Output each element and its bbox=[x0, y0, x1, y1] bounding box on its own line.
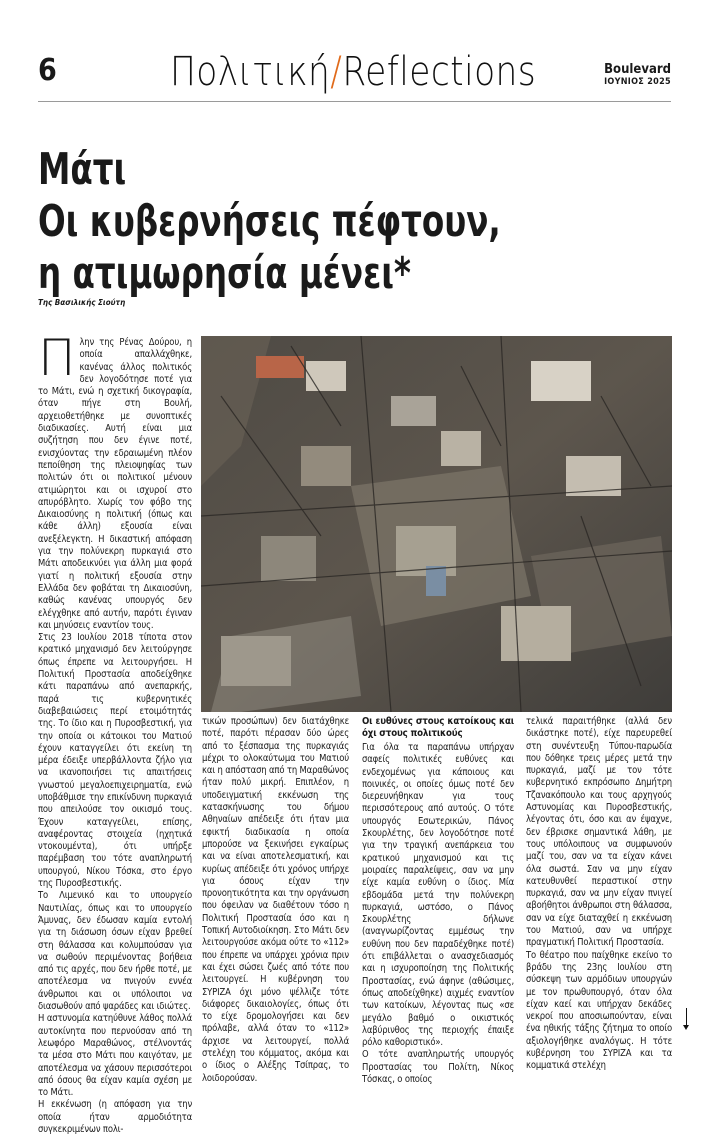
title-line-1: Μάτι bbox=[38, 144, 127, 195]
section-title bbox=[170, 50, 536, 94]
subheading: Οι ευθύνες στους κατοίκους και όχι στους πολιτικούς bbox=[362, 716, 514, 739]
byline: Της Βασιλικής Σιούτη bbox=[38, 298, 126, 307]
article-column-4 bbox=[526, 716, 672, 1073]
paragraph: Ο τότε αναπληρωτής υπουργός Προστασίας του Πολίτη, Νίκος Τόσκας, ο οποίος bbox=[362, 1049, 514, 1086]
article-column-2 bbox=[202, 716, 349, 1085]
continue-arrow-icon bbox=[686, 1008, 687, 1026]
brand-block bbox=[604, 63, 671, 88]
section-slash: / bbox=[330, 49, 343, 95]
paragraph: τελικά παραιτήθηκε (αλλά δεν δικάστηκε ποτέ), είχε παρευρεθεί στη συνέντευξη Τύπου-παρωδία που δόθηκε τρεις μέρες μετά την πυρκαγιά, μαζί με τον τότε κυβερνητικό εκπρόσωπο Δημήτρη Τζανακόπουλο και τους αρχηγούς Αστυνομίας και Πυροσβεστικής, λέγοντας ότι, όσο και αν έψαχνε, δεν έβρισκε σημαντικά λάθη, με τους υπόλοιπους να συμφωνούν μαζί του, σαν να τα είχαν κάνει όλα σωστά. Σαν να μην είχαν κατευθυνθεί περαστικοί στην πυρκαγιά, σαν να μην είχαν πνιγεί αβοήθητοι άνθρωποι στη θάλασσα, σαν να είχε διαταχθεί η εκκένωση του Ματιού, σαν να υπήρχε πραγματική Πολιτική Προστασία. bbox=[526, 716, 672, 949]
article-column-1 bbox=[38, 329, 192, 1136]
section-main: Πολιτική bbox=[170, 49, 331, 95]
aerial-burned-houses-photo bbox=[201, 336, 672, 712]
aerial-photo bbox=[201, 336, 672, 712]
title-line-3: η ατιμωρησία μένει* bbox=[38, 248, 411, 299]
title-line-2: Οι κυβερνήσεις πέφτουν, bbox=[38, 196, 501, 247]
page-number: 6 bbox=[38, 53, 57, 88]
section-sub: Reflections bbox=[342, 49, 537, 95]
article-column-3 bbox=[362, 716, 514, 1086]
paragraph: Το θέατρο που παίχθηκε εκείνο το βράδυ της 23ης Ιουλίου στη σύσκεψη των αρμόδιων υπουργών με τον πρωθυπουργό, όταν όλα είχαν καεί και υπήρχαν δεκάδες νεκροί που αποσιωπούνταν, είναι ένα ηθικής τάξης ζήτημα το οποίο αξιολογήθηκε αναλόγως. Η τότε κυβέρνηση του ΣΥΡΙΖΑ και τα κομματικά στελέχη bbox=[526, 949, 672, 1072]
brand-name: Boulevard bbox=[604, 62, 671, 77]
paragraph: τικών προσώπων) δεν διατάχθηκε ποτέ, παρότι πέρασαν δύο ώρες από το ξέσπασμα της πυρκαγιάς μέχρι το ολοκαύτωμα του Ματιού και η απόσταση από τη Μαραθώνος ήταν πολύ μικρή. Επιπλέον, η υποδειγματική εκκένωση της κατασκήνωσης του δήμου Αθηναίων απέδειξε ότι ήταν μια εφικτή διαδικασία η οποία μπορούσε να ξεκινήσει εγκαίρως και να είναι αποτελεσματική, και κυρίως απέδειξε ότι χρόνος υπήρχε για όσους είχαν την προνοητικότητα και την οργάνωση που όφειλαν να διαθέτουν τόσο η Πολιτική Προστασία όσο και η Τοπική Αυτοδιοίκηση. Στο Μάτι δεν λειτουργούσε ακόμα ούτε το «112» που έπρεπε να υπάρχει χρόνια πριν και έχει σώσει ζωές από τότε που λειτουργεί. Η κυβέρνηση του ΣΥΡΙΖΑ όχι μόνο ψέλλιζε τότε διάφορες δικαιολογίες, όπως ότι το είχε δρομολογήσει και δεν πρόλαβε, αλλά όταν το «112» άρχισε να λειτουργεί, πολλά στελέχη του κόμματος, ακόμα και ο ίδιος ο Αλέξης Τσίπρας, το λοιδορούσαν. bbox=[202, 716, 349, 1084]
article-title bbox=[38, 144, 512, 300]
paragraph bbox=[38, 329, 192, 632]
paragraph: Για όλα τα παραπάνω υπήρχαν σαφείς πολιτικές ευθύνες και ενδεχομένως για κάποιους και ποινικές, οι οποίες όμως ποτέ δεν διερευνήθηκαν για τους περισσότερους από αυτούς. Ο τότε υπουργός Εσωτερικών, Πάνος Σκουρλέτης, δεν λογοδότησε ποτέ για την τραγική ανεπάρκεια του κρατικού μηχανισμού και τις μοιραίες παραλείψεις, σαν να μην είχε καμία ευθύνη ο ίδιος. Μία εβδομάδα μετά την πολύνεκρη πυρκαγιά, ωστόσο, ο Πάνος Σκουρλέτης δήλωνε (αναγνωρίζοντας εμμέσως την ευθύνη που δεν παραδέχθηκε ποτέ) ότι επιβάλλεται ο ανασχεδιασμός και η ισχυροποίηση της Πολιτικής Προστασίας, ενώ άφηνε (αθώσιμες, όπως αποδείχθηκε) αιχμές εναντίον των κατοίκων, λέγοντας πως «σε μεγάλο βαθμό ο οικιστικός λαβύρινθος της περιοχής έπαιξε ρόλο καθοριστικό». bbox=[362, 742, 514, 1049]
paragraph: Η αστυνομία κατηύθυνε λάθος πολλά αυτοκίνητα που περνούσαν από τη λεωφόρο Μαραθώνος, στέλνοντάς τα μέσα στο Μάτι που καιγόταν, με αποτέλεσμα να χάσουν περισσότεροι από όσους θα είχαν καμία σχέση με το Μάτι. bbox=[38, 1013, 192, 1099]
header-divider bbox=[38, 101, 671, 102]
paragraph: Στις 23 Ιουλίου 2018 τίποτα στον κρατικό μηχανισμό δεν λειτούργησε όπως έπρεπε να λειτουργήσει. Η Πολιτική Προστασία αποδείχθηκε κάτι παραπάνω από ανεπαρκής, παρά τις κυβερνητικές διαβεβαιώσεις περί ετοιμότητάς της. Το ίδιο και η Πυροσβεστική, για την οποία οι κάτοικοι του Ματιού έχουν καταγγείλει ότι εκείνη τη μέρα έδειξε υπερβάλλοντα ζήλο για να ικανοποιήσει τις απαιτήσεις γνωστού μεγαλοεπιχειρηματία, ενώ υποβάθμισε την επικίνδυνη πυρκαγιά που απειλούσε τον οικισμό τους. Έχουν καταγγείλει, επίσης, αναφέροντας στοιχεία (ηχητικά ντοκουμέντα), ότι υπήρξε παρέμβαση του τότε αναπληρωτή υπουργού, Νίκου Τόσκα, στο έργο της Πυροσβεστικής. bbox=[38, 632, 192, 890]
paragraph: Το Λιμενικό και το υπουργείο Ναυτιλίας, όπως και το υπουργείο Άμυνας, δεν έδωσαν καμία εντολή για τη διάσωση όσων είχαν βρεθεί στη θάλασσα και κολυμπούσαν για να σωθούν περιμένοντας βοήθεια από τις αρχές, που δεν ήρθε ποτέ, με αποτέλεσμα να πνιγούν εννέα άνθρωποι και οι υπόλοιποι να διασωθούν από ψαράδες και ιδιώτες. bbox=[38, 890, 192, 1013]
paragraph: Η εκκένωση (η απόφαση για την οποία ήταν αρμοδιότητα συγκεκριμένων πολι- bbox=[38, 1099, 192, 1135]
paragraph-text: λην της Ρένας Δούρου, η οποία απαλλάχθηκε, κανένας άλλος πολιτικός δεν λογοδότησε ποτέ για το Μάτι, ενώ η σχετική δικογραφία, όταν πήγε στη Βουλή, αρχειοθετήθηκε με συνοπτικές διαδικασίες. Αυτή είναι μια συζήτηση που δεν έγινε ποτέ, ενισχύοντας την εδραιωμένη πλέον πεποίθηση της πλειοψηφίας των πολιτών ότι οι πολιτικοί μένουν ατιμώρητοι και οι ισχυροί στο απυρόβλητο. Χωρίς τον φόβο της Δικαιοσύνης η πολιτική (όπως και κάθε άλλη) εξουσία είναι ανεξέλεγκτη. Η δικαστική απόφαση για την πολύνεκρη πυρκαγιά στο Μάτι αποδεικνύει για άλλη μια φορά γιατί η πολιτική εξουσία στην Ελλάδα δεν φοβάται τη Δικαιοσύνη, καθώς κανένας υπουργός δεν ελέγχθηκε από αυτήν, παρότι έγιναν και μηνύσεις εναντίον τους. bbox=[38, 337, 192, 631]
drop-cap: Π bbox=[38, 329, 76, 387]
issue-date: ΙΟΥΝΙΟΣ 2025 bbox=[604, 77, 671, 87]
